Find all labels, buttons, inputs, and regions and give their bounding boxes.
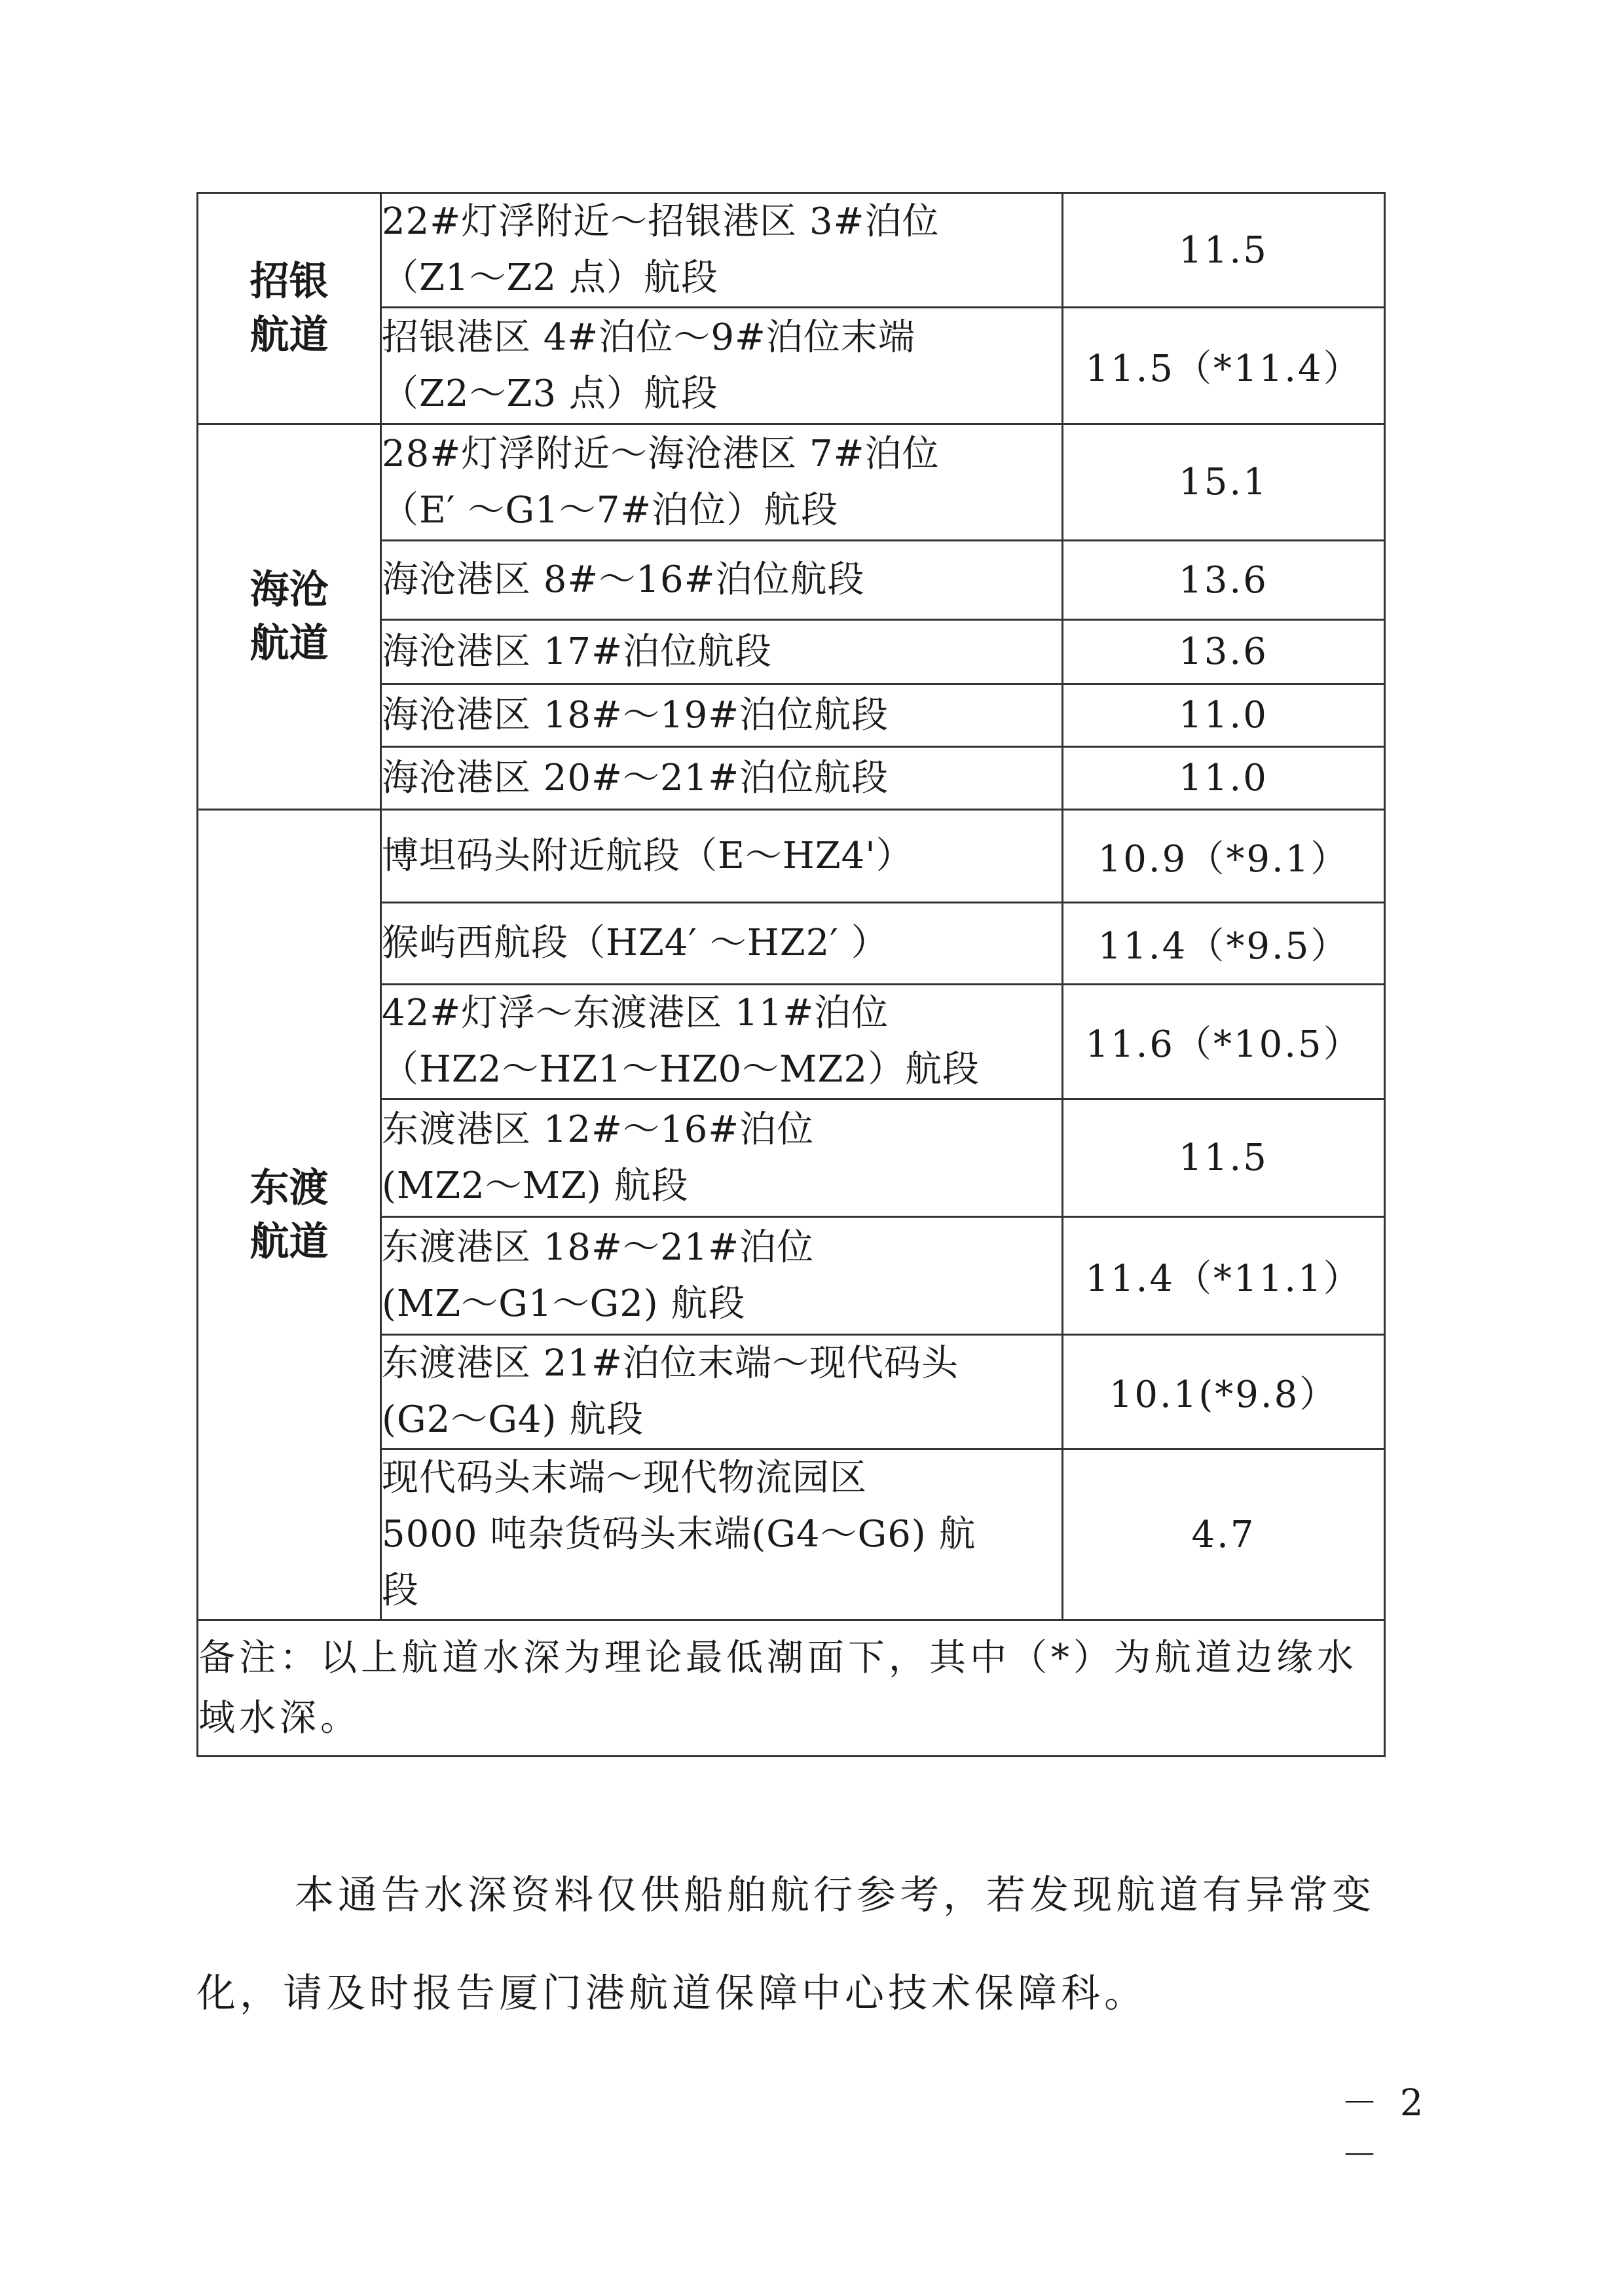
segment-cell: 22#灯浮附近～招银港区 3#泊位 （Z1～Z2 点）航段 xyxy=(381,193,1063,308)
table-row xyxy=(198,193,1385,308)
table-note: 备注：以上航道水深为理论最低潮面下，其中（*）为航道边缘水域水深。 xyxy=(198,1620,1385,1757)
segment-cell: 海沧港区 8#～16#泊位航段 xyxy=(381,541,1063,620)
depth-cell: 15.1 xyxy=(1063,424,1385,541)
table-row xyxy=(198,810,1385,903)
segment-cell: 招银港区 4#泊位～9#泊位末端 （Z2～Z3 点）航段 xyxy=(381,308,1063,424)
segment-cell: 现代码头末端～现代物流园区 5000 吨杂货码头末端(G4～G6) 航 段 xyxy=(381,1449,1063,1620)
segment-cell: 东渡港区 12#～16#泊位 (MZ2～MZ) 航段 xyxy=(381,1099,1063,1217)
notice-paragraph: 本通告水深资料仅供船舶航行参考，若发现航道有异常变化，请及时报告厦门港航道保障中心技术保障科。 xyxy=(196,1872,1375,2016)
depth-cell: 11.5 xyxy=(1063,193,1385,308)
depth-cell: 11.4（*11.1） xyxy=(1063,1217,1385,1335)
depth-cell: 4.7 xyxy=(1063,1449,1385,1620)
segment-cell: 东渡港区 18#～21#泊位 (MZ～G1～G2) 航段 xyxy=(381,1217,1063,1335)
segment-cell: 东渡港区 21#泊位末端～现代码头 (G2～G4) 航段 xyxy=(381,1335,1063,1449)
channel-name-cell: 招银 航道 xyxy=(198,193,381,424)
channel-name-cell: 东渡 航道 xyxy=(198,810,381,1620)
depth-cell: 11.5 xyxy=(1063,1099,1385,1217)
depth-cell: 11.4（*9.5） xyxy=(1063,903,1385,985)
segment-cell: 猴屿西航段（HZ4′ ～HZ2′ ） xyxy=(381,903,1063,985)
segment-cell: 28#灯浮附近～海沧港区 7#泊位 （E′ ～G1～7#泊位）航段 xyxy=(381,424,1063,541)
segment-cell: 海沧港区 17#泊位航段 xyxy=(381,620,1063,684)
depth-cell: 11.5（*11.4） xyxy=(1063,308,1385,424)
depth-cell: 13.6 xyxy=(1063,620,1385,684)
segment-cell: 博坦码头附近航段（E～HZ4'） xyxy=(381,810,1063,903)
channel-name-cell: 海沧 航道 xyxy=(198,424,381,810)
segment-cell: 海沧港区 20#～21#泊位航段 xyxy=(381,747,1063,810)
segment-cell: 42#灯浮～东渡港区 11#泊位 （HZ2～HZ1～HZ0～MZ2）航段 xyxy=(381,985,1063,1099)
segment-cell: 海沧港区 18#～19#泊位航段 xyxy=(381,684,1063,747)
depth-cell: 13.6 xyxy=(1063,541,1385,620)
table-note-row xyxy=(198,1620,1385,1757)
depth-cell: 11.0 xyxy=(1063,747,1385,810)
depth-cell: 10.1(*9.8） xyxy=(1063,1335,1385,1449)
depth-cell: 10.9（*9.1） xyxy=(1063,810,1385,903)
channel-depth-table xyxy=(196,192,1386,1757)
table-row xyxy=(198,424,1385,541)
depth-cell: 11.0 xyxy=(1063,684,1385,747)
depth-cell: 11.6（*10.5） xyxy=(1063,985,1385,1099)
page-number: － 2 － xyxy=(1341,2082,1429,2177)
